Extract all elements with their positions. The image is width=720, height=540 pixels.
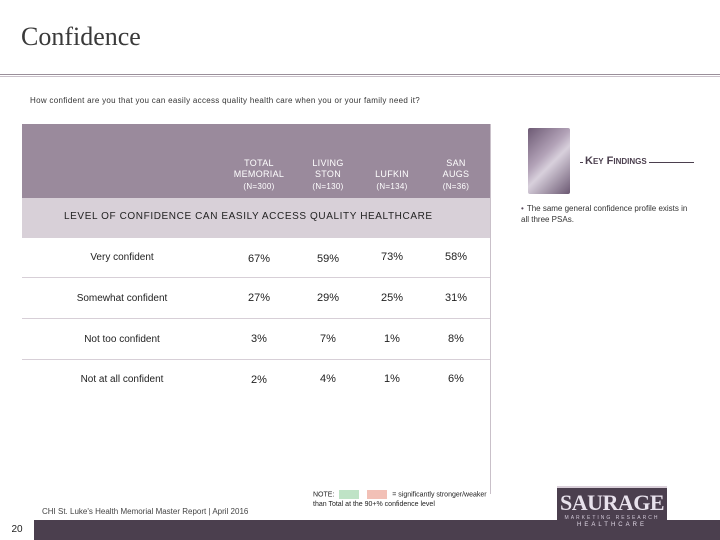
key-findings-title: Key Findings — [585, 155, 647, 167]
saurage-logo — [557, 486, 667, 522]
survey-question: How confident are you that you can easily access quality health care when you or your family need it? — [30, 96, 421, 105]
cell-not-at-all-confident-livingston: 4% — [320, 373, 336, 385]
cell-not-at-all-confident-san-augustine: 6% — [448, 373, 464, 385]
logo-wordmark: SAURAGE — [559, 490, 665, 515]
logo-tagline: MARKETING RESEARCH — [564, 515, 660, 521]
cell-not-too-confident-total: 3% — [251, 333, 267, 345]
cell-very-confident-livingston: 59% — [316, 253, 340, 265]
page-title: Confidence — [21, 22, 141, 51]
title-divider-secondary — [0, 76, 720, 77]
key-findings-bullet — [521, 203, 696, 225]
cell-not-at-all-confident-lufkin: 1% — [384, 373, 400, 385]
row-label-not-too-confident: Not too confident — [84, 334, 160, 345]
column-header-lufkin: LUFKIN — [375, 169, 409, 179]
column-header-total-memorial: TOTAL MEMORIAL — [233, 158, 285, 179]
column-n-total-memorial: (N=300) — [243, 182, 275, 191]
cell-not-too-confident-san-augustine: 8% — [448, 333, 464, 345]
row-divider — [22, 318, 490, 319]
cell-very-confident-lufkin: 73% — [380, 251, 404, 263]
bullet-icon: • — [521, 204, 524, 213]
table-subheader: LEVEL OF CONFIDENCE CAN EASILY ACCESS QUALITY HEALTHCARE — [64, 211, 433, 222]
cell-not-too-confident-lufkin: 1% — [384, 333, 400, 345]
row-divider — [22, 277, 490, 278]
column-header-san-augustine: SAN AUGS — [442, 158, 470, 179]
title-divider — [0, 74, 720, 75]
cell-very-confident-san-augustine: 58% — [444, 251, 468, 263]
note-text-2: than Total at the 90+% confidence level — [313, 501, 435, 509]
column-n-livingston: (N=130) — [312, 182, 344, 191]
stronger-swatch — [339, 490, 359, 499]
cell-somewhat-confident-lufkin: 25% — [380, 292, 404, 304]
column-n-lufkin: (N=134) — [376, 182, 408, 191]
weaker-swatch — [367, 490, 387, 499]
cell-very-confident-total: 67% — [247, 253, 271, 265]
logo-healthcare-tag: HEALTHCARE — [577, 522, 647, 528]
cell-somewhat-confident-total: 27% — [247, 292, 271, 304]
significance-note — [313, 490, 487, 510]
vertical-divider — [490, 124, 491, 494]
row-label-somewhat-confident: Somewhat confident — [76, 293, 168, 304]
column-header-livingston: LIVING STON — [312, 158, 344, 179]
cell-not-at-all-confident-total: 2% — [251, 374, 267, 386]
note-text: = significantly stronger/weaker — [392, 491, 487, 499]
cell-somewhat-confident-san-augustine: 31% — [444, 292, 468, 304]
cell-somewhat-confident-livingston: 29% — [316, 292, 340, 304]
row-label-not-at-all-confident: Not at all confident — [80, 374, 164, 385]
row-label-very-confident: Very confident — [90, 252, 154, 263]
key-findings-image — [528, 128, 570, 194]
row-divider — [22, 359, 490, 360]
note-label: NOTE: — [313, 491, 335, 499]
key-findings-bullet-text: The same general confidence profile exists in all three PSAs. — [521, 204, 688, 224]
page-number: 20 — [0, 520, 34, 540]
column-n-san-augustine: (N=36) — [442, 182, 470, 191]
cell-not-too-confident-livingston: 7% — [320, 333, 336, 345]
footer-source: CHI St. Luke's Health Memorial Master Report | April 2016 — [42, 507, 249, 516]
